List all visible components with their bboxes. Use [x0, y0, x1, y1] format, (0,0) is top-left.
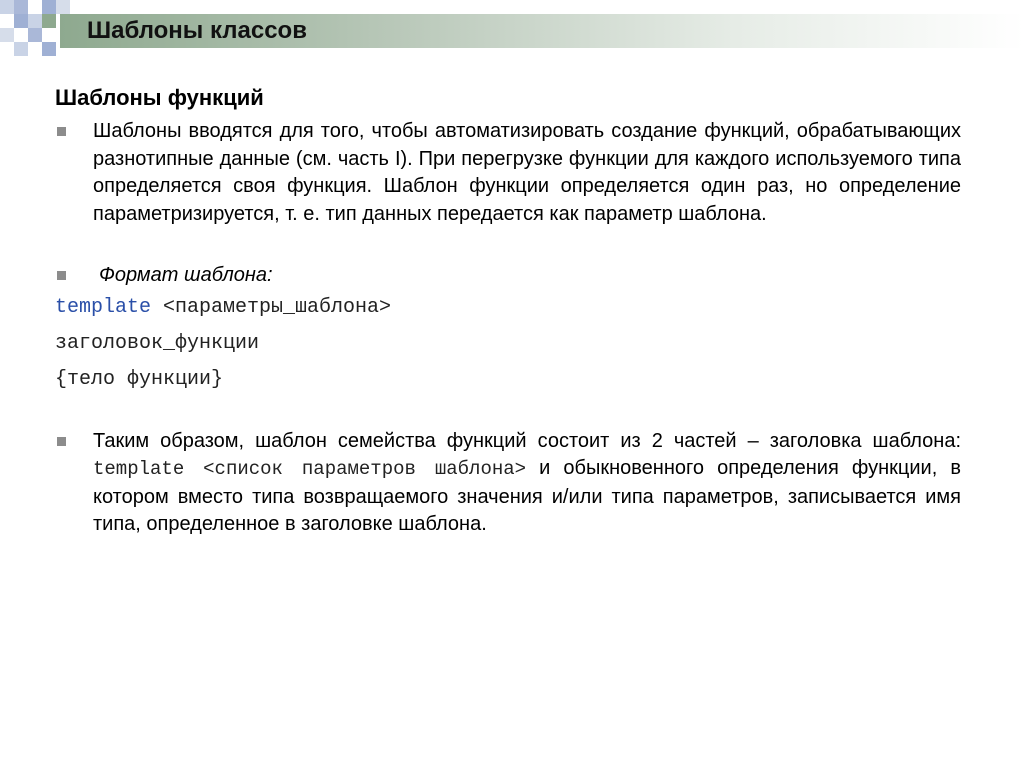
- slide-title: Шаблоны классов: [87, 17, 307, 44]
- code-keyword: template: [55, 295, 152, 319]
- bullet-3-part1: Таким образом, шаблон семейства функций состоит из 2 частей – заголовка шаблона:: [93, 429, 961, 452]
- code-line-3: {тело функции}: [55, 367, 224, 391]
- bullet-square-icon: [57, 437, 66, 446]
- code-line-1-rest: <параметры_шаблона>: [151, 295, 392, 319]
- bullet-1-text: Шаблоны вводятся для того, чтобы автоматизировать создание функций, обрабатывающих разнотипные данные (см. часть I). При перегрузке функции для каждого используемого типа определяется своя функция. Шаблон функции определяется один раз, но определение параметризируется, т. е. тип данных передается как параметр шаблона.: [93, 120, 961, 225]
- code-line-1: [55, 290, 961, 326]
- bullet-square-icon: [57, 271, 66, 280]
- bullet-paragraph-1: [55, 118, 961, 228]
- code-line-2: заголовок_функции: [55, 331, 260, 355]
- bullet-square-icon: [57, 127, 66, 136]
- format-label-text: Формат шаблона:: [99, 264, 273, 286]
- slide-content: [55, 84, 961, 539]
- slide-subtitle: Шаблоны функций: [55, 85, 264, 110]
- bullet-3-code: template <список параметров шаблона>: [93, 458, 527, 480]
- bullet-paragraph-3: [55, 428, 961, 539]
- bullet-3-part2: и обыкновенного определения функции, в котором вместо типа возвращаемого значения и/или типа параметров, записывается имя типа, определенное в заголовке шаблона.: [93, 457, 961, 535]
- bullet-format-label: [55, 262, 961, 290]
